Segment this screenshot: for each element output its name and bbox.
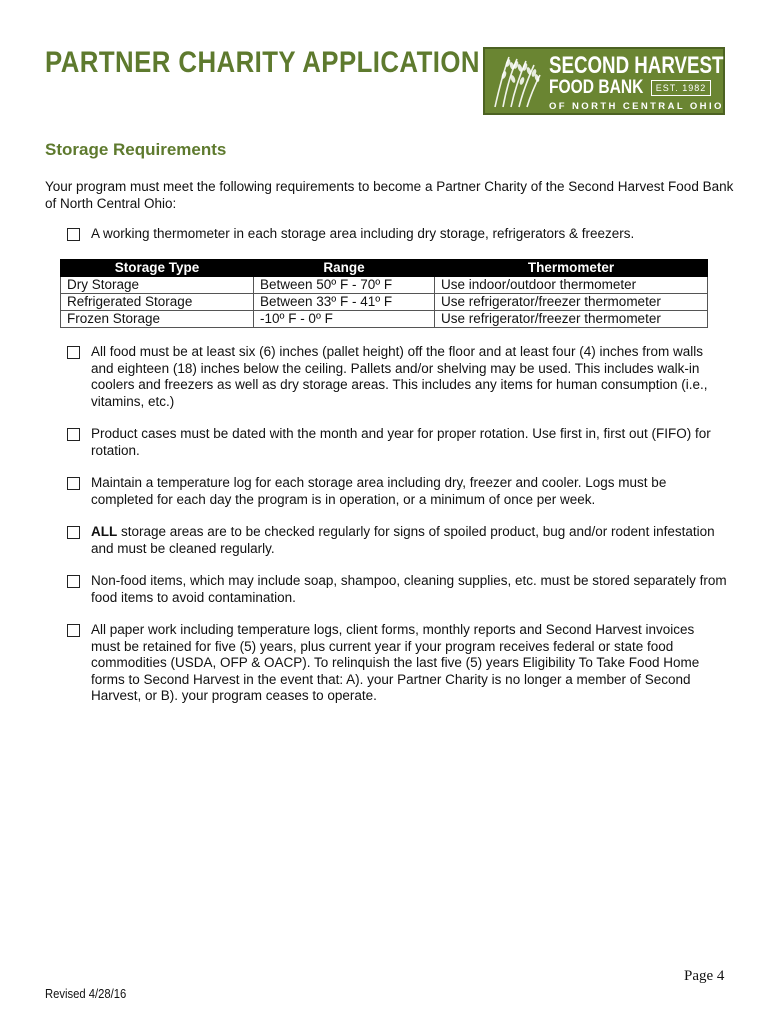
checklist-item-label: All food must be at least six (6) inches (pallet height) off the floor and at least four (4) inches from walls and eighteen (18) inches below the ceiling. Pallets and/or shelving may be used. This includes walk-in coolers and freezers as well as dry storage areas. This includes any items for human consumption (i.e., vitamins, etc.) xyxy=(91,344,708,409)
table-header-row xyxy=(61,260,708,277)
table-cell: Between 50º F - 70º F xyxy=(254,277,435,294)
logo-region-line: OF NORTH CENTRAL OHIO xyxy=(549,101,724,112)
checklist-item-temp-log xyxy=(67,475,727,508)
checklist-item-inspection xyxy=(67,524,727,557)
checklist-item-label: Non-food items, which may include soap, shampoo, cleaning supplies, etc. must be stored separately from food items to avoid contamination. xyxy=(91,573,727,605)
table-cell: Refrigerated Storage xyxy=(61,294,254,311)
checklist-item-thermometer xyxy=(67,226,727,243)
table-cell: Frozen Storage xyxy=(61,311,254,328)
checklist-item-label: A working thermometer in each storage area including dry storage, refrigerators & freezers. xyxy=(91,226,635,241)
emphasis-text: ALL xyxy=(91,524,118,539)
table-cell: Use indoor/outdoor thermometer xyxy=(435,277,708,294)
checkbox[interactable] xyxy=(67,228,80,241)
table-row xyxy=(61,311,708,328)
checklist-item-label: Maintain a temperature log for each storage area including dry, freezer and cooler. Logs must be completed for each day the program is in operation, or a minimum of once per week. xyxy=(91,475,667,507)
checklist-item-label: All paper work including temperature logs, client forms, monthly reports and Second Harvest invoices must be retained for five (5) years, plus current year if your program receives federal or state food commodities (USDA, OFP & OACP). To relinquish the last five (5) years Eligibility To Take Food Home forms to Second Harvest in the event that: A). your Partner Charity is no longer a member of Second Harvest, or B). your program ceases to operate. xyxy=(91,622,700,703)
checkbox[interactable] xyxy=(67,526,80,539)
logo-name-line: SECOND HARVEST xyxy=(549,52,724,79)
storage-table xyxy=(60,259,708,328)
wheat-icon xyxy=(489,53,543,109)
checklist-item-paperwork xyxy=(67,622,727,705)
checkbox[interactable] xyxy=(67,477,80,490)
column-header: Range xyxy=(254,260,435,277)
revision-date: Revised 4/28/16 xyxy=(45,987,127,1001)
second-harvest-logo xyxy=(483,47,725,115)
page-number: Page 4 xyxy=(684,968,725,984)
table-cell: Dry Storage xyxy=(61,277,254,294)
logo-foodbank-line: FOOD BANK xyxy=(549,77,644,98)
table-row xyxy=(61,294,708,311)
checklist-item-label: Product cases must be dated with the month and year for proper rotation. Use first in, first out (FIFO) for rotation. xyxy=(91,426,711,458)
column-header: Storage Type xyxy=(61,260,254,277)
logo-est-badge: EST. 1982 xyxy=(651,80,711,96)
table-cell: Use refrigerator/freezer thermometer xyxy=(435,294,708,311)
table-row xyxy=(61,277,708,294)
checklist-item-food-height xyxy=(67,344,727,410)
checklist-item-label xyxy=(91,524,727,557)
checklist-item-non-food xyxy=(67,573,727,606)
checkbox[interactable] xyxy=(67,428,80,441)
section-heading: Storage Requirements xyxy=(45,140,227,159)
column-header: Thermometer xyxy=(435,260,708,277)
checkbox[interactable] xyxy=(67,346,80,359)
page-title: PARTNER CHARITY APPLICATION xyxy=(45,46,480,79)
checklist-item-text: storage areas are to be checked regularly for signs of spoiled product, bug and/or rodent infestation and must be cleaned regularly. xyxy=(91,524,715,556)
table-cell: Between 33º F - 41º F xyxy=(254,294,435,311)
table-cell: Use refrigerator/freezer thermometer xyxy=(435,311,708,328)
checklist-item-dated-cases xyxy=(67,426,727,459)
intro-paragraph: Your program must meet the following requirements to become a Partner Charity of the Second Harvest Food Bank of North Central Ohio: xyxy=(45,179,734,211)
table-cell: -10º F - 0º F xyxy=(254,311,435,328)
checkbox[interactable] xyxy=(67,575,80,588)
checkbox[interactable] xyxy=(67,624,80,637)
